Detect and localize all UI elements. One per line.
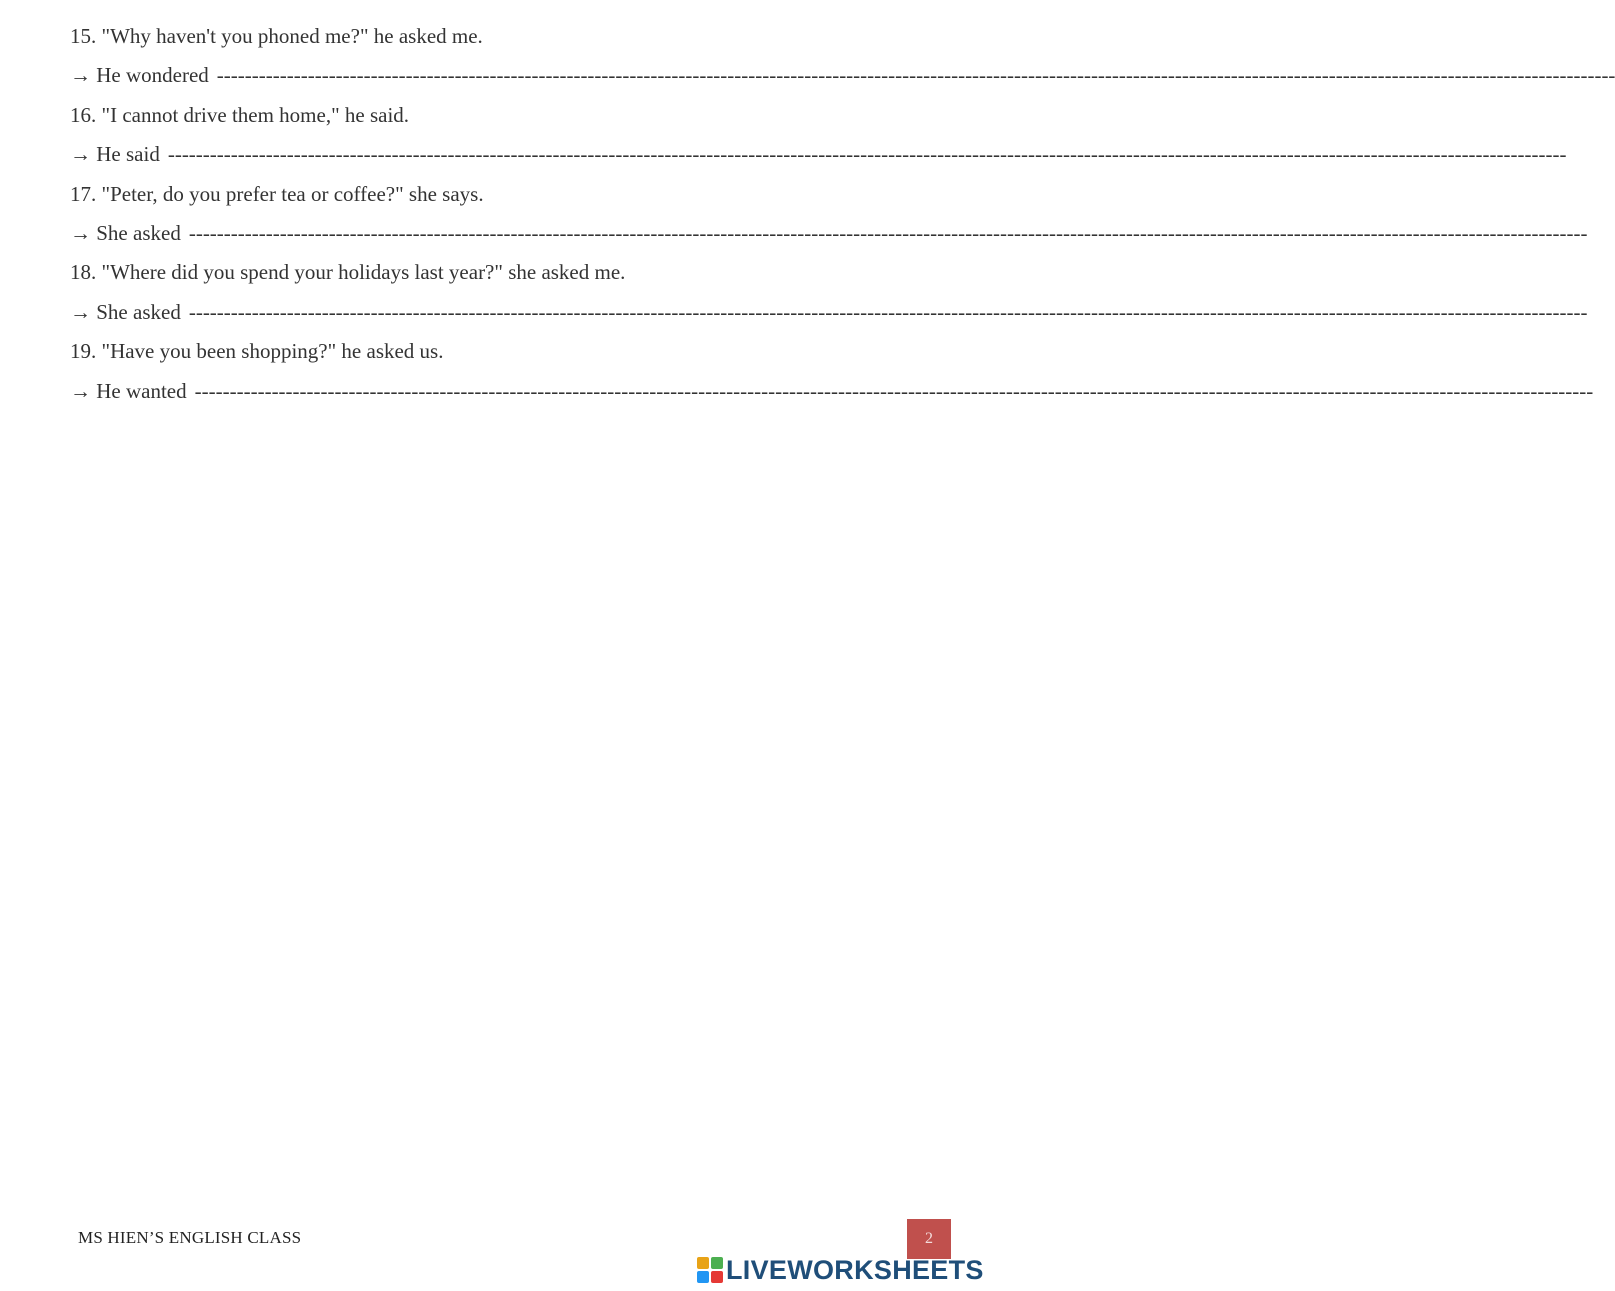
answer-line-19[interactable] (70, 375, 1594, 414)
answer-line-17[interactable] (70, 217, 1588, 256)
question-16: 16. "I cannot drive them home," he said. (70, 102, 410, 127)
question-18: 18. "Where did you spend your holidays last year?" she asked me. (70, 260, 626, 285)
footer-class-name: MS HIEN’S ENGLISH CLASS (78, 1228, 302, 1247)
brand-name: LIVEWORKSHEETS (726, 1254, 984, 1285)
page-number: 2 (925, 1230, 933, 1247)
answer-prefix-19: → He wanted (70, 378, 187, 403)
answer-prefix-15: → He wondered (70, 63, 209, 88)
question-17: 17. "Peter, do you prefer tea or coffee?" she says. (70, 181, 484, 206)
answer-blank-18[interactable]: -------------------------------------------------------------------------------------------------------------------------------------------------------------------------------------------------------- (188, 299, 1588, 324)
liveworksheets-logo-icon (697, 1257, 723, 1283)
answer-prefix-18: → She asked (70, 299, 181, 324)
question-15: 15. "Why haven't you phoned me?" he asked me. (70, 24, 483, 48)
answer-prefix-17: → She asked (70, 220, 181, 245)
question-19: 19. "Have you been shopping?" he asked us. (70, 339, 444, 364)
logo-square-3 (697, 1271, 709, 1283)
answer-blank-16[interactable]: -------------------------------------------------------------------------------------------------------------------------------------------------------------------------------------------------------- (167, 142, 1567, 167)
answer-line-18[interactable] (70, 296, 1588, 335)
answer-blank-15[interactable]: -------------------------------------------------------------------------------------------------------------------------------------------------------------------------------------------------------- (216, 63, 1615, 88)
logo-square-2 (711, 1257, 723, 1269)
exercise-list (70, 20, 1615, 414)
answer-blank-17[interactable]: -------------------------------------------------------------------------------------------------------------------------------------------------------------------------------------------------------- (188, 220, 1588, 245)
logo-square-1 (697, 1257, 709, 1269)
answer-blank-19[interactable]: -------------------------------------------------------------------------------------------------------------------------------------------------------------------------------------------------------- (194, 378, 1594, 403)
liveworksheets-watermark (697, 1253, 984, 1287)
answer-line-15[interactable] (70, 59, 1615, 98)
logo-square-4 (711, 1271, 723, 1283)
answer-prefix-16: → He said (70, 142, 160, 167)
answer-line-16[interactable] (70, 138, 1567, 177)
